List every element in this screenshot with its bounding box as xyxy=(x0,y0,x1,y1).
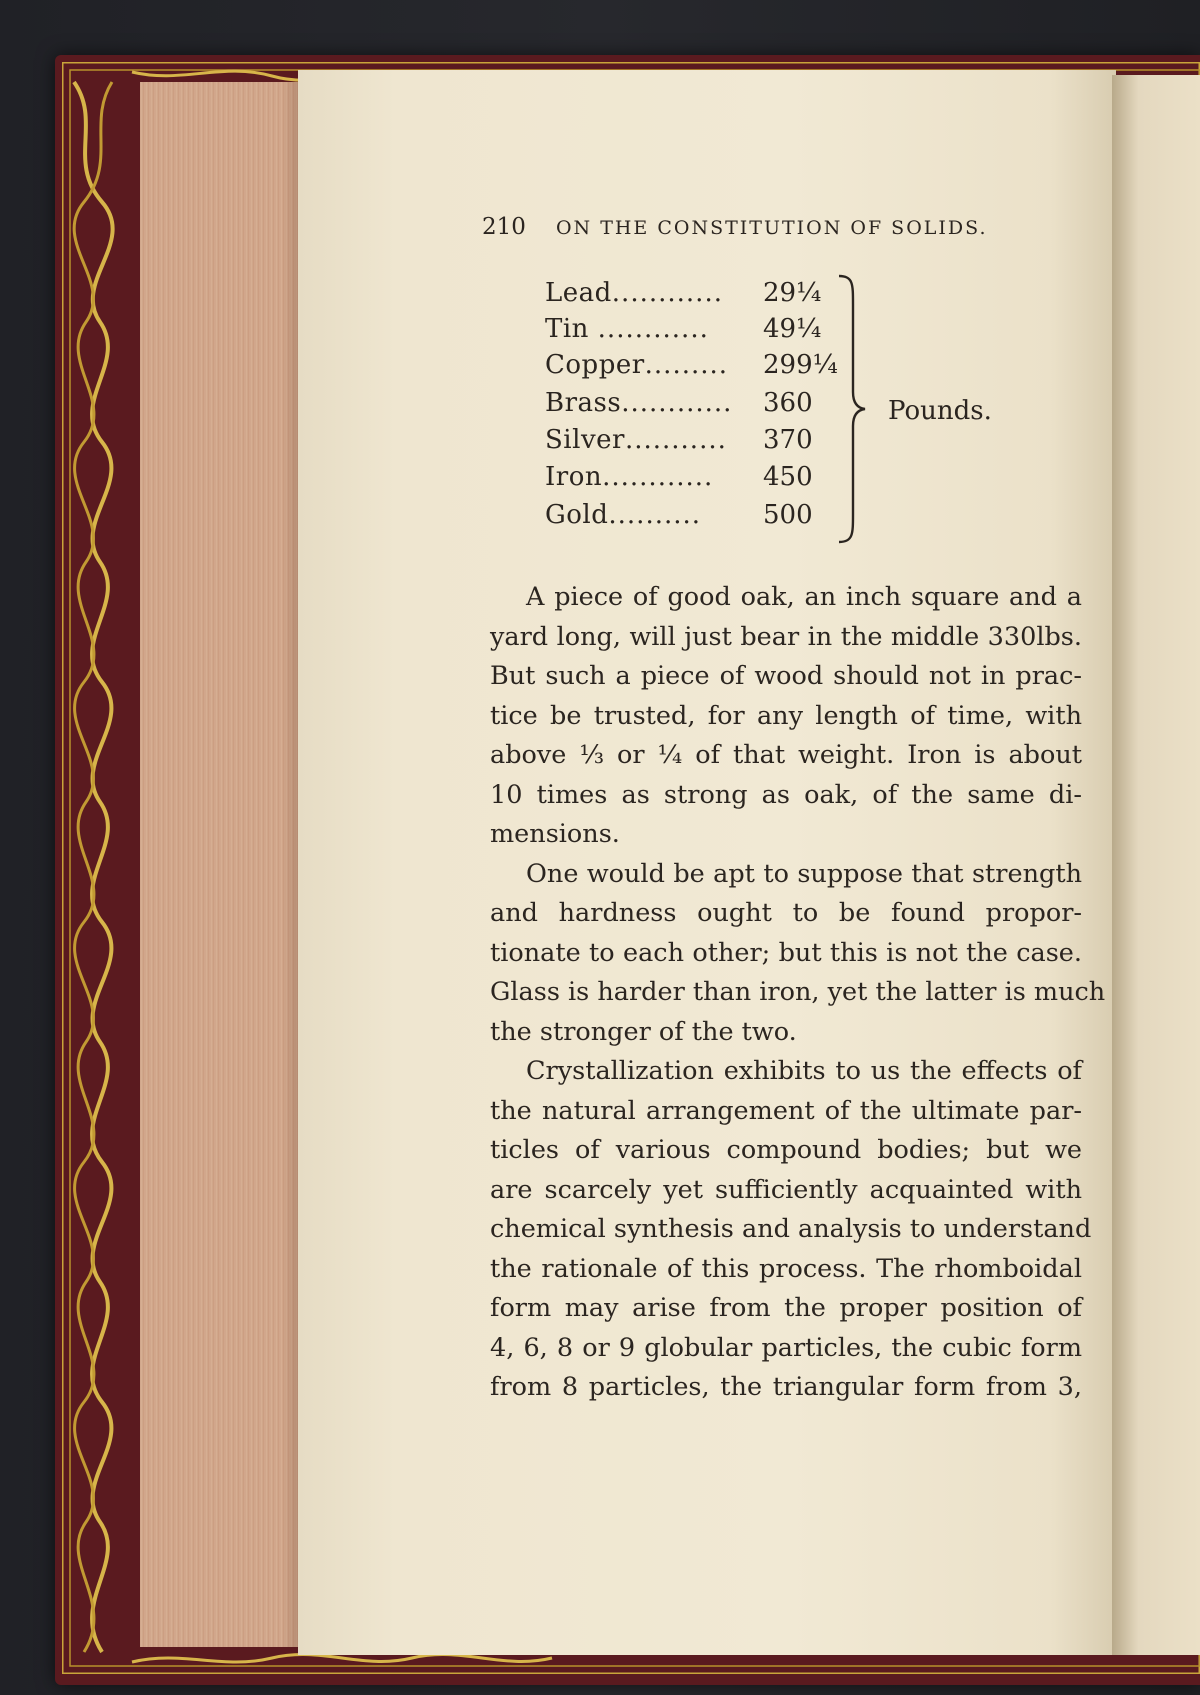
text-line: ticles of various compound bodies; but we xyxy=(490,1135,1082,1165)
leader-dots: .......... xyxy=(608,500,702,530)
text-line: Crystallization exhibits to us the effects of xyxy=(526,1056,1082,1086)
leader-dots: ............ xyxy=(621,388,733,418)
text-line: 10 times as strong as oak, of the same di- xyxy=(490,779,1082,810)
text-line: the natural arrangement of the ultimate par- xyxy=(490,1095,1082,1126)
table-row xyxy=(545,500,813,538)
metal-value: 29¼ xyxy=(763,278,822,308)
text-line: Glass is harder than iron, yet the latter is much xyxy=(490,977,1106,1007)
leader-dots: ............ xyxy=(597,314,709,344)
text-line: mensions. xyxy=(490,819,620,849)
metal-name: Copper xyxy=(545,350,645,380)
text-line: chemical synthesis and analysis to understand xyxy=(490,1214,1092,1244)
page-number: 210 xyxy=(482,214,526,240)
paragraph xyxy=(490,1052,1092,1408)
paragraph xyxy=(490,855,1106,1053)
text-line: One would be apt to suppose that strength xyxy=(526,858,1082,889)
text-line: the stronger of the two. xyxy=(490,1016,797,1047)
text-line: yard long, will just bear in the middle 330lbs. xyxy=(490,621,1082,652)
metal-value: 299¼ xyxy=(763,350,838,380)
page-edges xyxy=(140,82,300,1647)
metal-value: 360 xyxy=(763,388,813,418)
text-line: But such a piece of wood should not in prac- xyxy=(490,661,1082,691)
metal-value: 49¼ xyxy=(763,314,822,344)
text-line: and hardness ought to be found propor- xyxy=(490,898,1082,928)
metal-name: Gold xyxy=(545,500,609,530)
text-line: tionate to each other; but this is not the case. xyxy=(490,937,1082,968)
text-line: are scarcely yet sufficiently acquainted with xyxy=(490,1174,1082,1205)
text-line: 4, 6, 8 or 9 globular particles, the cubic form xyxy=(490,1332,1082,1363)
body-text xyxy=(490,578,1106,1408)
leader-dots: ............ xyxy=(611,278,723,308)
text-line: A piece of good oak, an inch square and a xyxy=(526,582,1082,612)
paragraph xyxy=(490,578,1082,855)
metal-name: Iron xyxy=(545,462,603,492)
metal-name: Brass xyxy=(545,388,622,418)
unit-label: Pounds. xyxy=(888,396,992,426)
table-row xyxy=(545,350,838,388)
metal-name: Lead xyxy=(545,278,612,308)
running-head xyxy=(482,214,1022,246)
metal-name: Tin xyxy=(545,314,598,344)
metal-value: 500 xyxy=(763,500,813,530)
table-row xyxy=(545,314,822,352)
table-row xyxy=(545,462,813,500)
table-row xyxy=(545,425,813,463)
leader-dots: ........... xyxy=(624,425,727,455)
leader-dots: ......... xyxy=(644,350,729,380)
curly-brace xyxy=(835,274,875,544)
text-line: the rationale of this process. The rhomboidal xyxy=(490,1253,1082,1284)
text-line: form may arise from the proper position of xyxy=(490,1293,1082,1323)
text-line: tice be trusted, for any length of time, with xyxy=(490,700,1082,731)
leader-dots: ............ xyxy=(602,462,714,492)
facing-page-edge xyxy=(1112,75,1200,1655)
metal-value: 450 xyxy=(763,462,813,492)
table-row xyxy=(545,278,822,316)
running-title: ON THE CONSTITUTION OF SOLIDS. xyxy=(555,217,988,239)
text-line: from 8 particles, the triangular form from 3, xyxy=(490,1372,1082,1402)
text-line: above ⅓ or ¼ of that weight. Iron is about xyxy=(490,740,1082,770)
table-row xyxy=(545,388,813,426)
metal-value: 370 xyxy=(763,425,813,455)
metal-name: Silver xyxy=(545,425,625,455)
